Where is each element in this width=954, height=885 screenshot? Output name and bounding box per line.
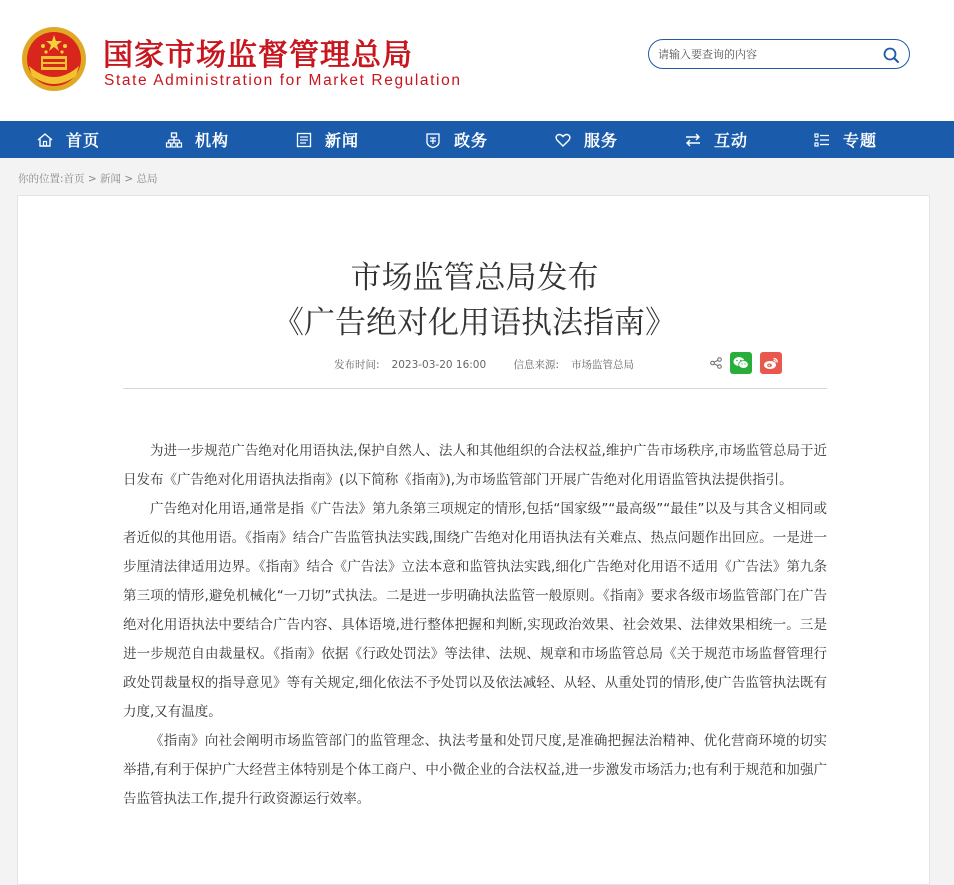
search-input[interactable] bbox=[658, 45, 868, 63]
article-title-line1: 市场监管总局发布 bbox=[350, 260, 599, 296]
source-value: 市场监管总局 bbox=[571, 359, 635, 371]
wechat-icon bbox=[733, 356, 749, 370]
article-body bbox=[123, 437, 827, 814]
nav-item-topics[interactable] bbox=[813, 121, 877, 158]
weibo-share-button[interactable] bbox=[760, 352, 782, 374]
news-icon bbox=[295, 131, 313, 149]
exchange-icon bbox=[684, 131, 702, 149]
site-header bbox=[0, 0, 954, 121]
breadcrumb-separator: > bbox=[84, 173, 101, 185]
site-title-en: State Administration for Market Regulation bbox=[104, 72, 462, 89]
national-emblem-icon bbox=[21, 26, 87, 92]
nav-item-news[interactable] bbox=[295, 121, 359, 158]
breadcrumb-link-headquarters[interactable]: 总局 bbox=[136, 173, 158, 185]
weibo-icon bbox=[763, 356, 779, 370]
publish-time: 2023-03-20 16:00 bbox=[391, 359, 487, 371]
source-label: 信息来源: bbox=[513, 359, 560, 371]
breadcrumb-link-news[interactable]: 新闻 bbox=[100, 173, 122, 185]
list-icon bbox=[813, 131, 831, 149]
article-meta bbox=[334, 357, 658, 372]
nav-item-government-affairs[interactable] bbox=[424, 121, 488, 158]
search-icon[interactable] bbox=[882, 46, 900, 64]
nav-label: 首页 bbox=[66, 131, 101, 150]
title-divider bbox=[123, 388, 827, 389]
article-paragraph: 为进一步规范广告绝对化用语执法,保护自然人、法人和其他组织的合法权益,维护广告市场秩序,市场监管总局于近日发布《广告绝对化用语执法指南》(以下简称《指南》),为市场监管部门开展广告绝对化用语监管执法提供指引。 bbox=[123, 443, 827, 488]
breadcrumb-prefix: 你的位置: bbox=[18, 173, 64, 185]
article-paragraph: 广告绝对化用语,通常是指《广告法》第九条第三项规定的情形,包括“国家级”“最高级”“最佳”以及与其含义相同或者近似的其他用语。《指南》结合广告监管执法实践,围绕广告绝对化用语执法有关难点、热点问题作出回应。一是进一步厘清法律适用边界。《指南》结合《广告法》立法本意和监管执法实践,细化广告绝对化用语不适用《广告法》第九条第三项的情形,避免机械化“一刀切”式执法。二是进一步明确执法监管一般原则。《指南》要求各级市场监管部门在广告绝对化用语执法中要结合广告内容、具体语境,进行整体把握和判断,实现政治效果、社会效果、法律效果相统一。三是进一步规范自由裁量权。《指南》依据《行政处罚法》等法律、法规、规章和市场监管总局《关于规范市场监督管理行政处罚裁量权的指导意见》等有关规定,细化依法不予处罚以及依法减轻、从轻、从重处罚的情形,使广告监管执法既有力度,又有温度。 bbox=[123, 501, 827, 720]
org-chart-icon bbox=[165, 131, 183, 149]
publish-label: 发布时间: bbox=[334, 359, 380, 371]
search-box bbox=[648, 39, 910, 69]
nav-label: 政务 bbox=[454, 131, 489, 150]
article-paragraph: 《指南》向社会阐明市场监管部门的监管理念、执法考量和处罚尺度,是准确把握法治精神、优化营商环境的切实举措,有利于保护广大经营主体特别是个体工商户、中小微企业的合法权益,进一步激发市场活力;也有利于规范和加强广告监管执法工作,提升行政资源运行效率。 bbox=[123, 733, 827, 807]
nav-label: 专题 bbox=[843, 131, 878, 150]
site-title-cn: 国家市场监督管理总局 bbox=[103, 38, 413, 73]
home-icon bbox=[36, 131, 54, 149]
wechat-share-button[interactable] bbox=[730, 352, 752, 374]
nav-label: 互动 bbox=[714, 131, 749, 150]
article-panel bbox=[17, 195, 930, 885]
nav-label: 机构 bbox=[195, 131, 230, 150]
nav-item-services[interactable] bbox=[554, 121, 618, 158]
share-bar bbox=[710, 352, 790, 374]
nav-label: 服务 bbox=[584, 131, 619, 150]
main-nav bbox=[0, 121, 954, 158]
heart-icon bbox=[554, 131, 572, 149]
nav-item-interaction[interactable] bbox=[684, 121, 748, 158]
breadcrumb-separator: > bbox=[121, 173, 137, 185]
share-icon[interactable] bbox=[710, 357, 722, 369]
article-title-line2: 《广告绝对化用语执法指南》 bbox=[273, 305, 676, 341]
nav-item-home[interactable] bbox=[36, 121, 100, 158]
breadcrumb bbox=[18, 171, 158, 186]
nav-label: 新闻 bbox=[325, 131, 360, 150]
breadcrumb-link-home[interactable]: 首页 bbox=[63, 173, 85, 185]
nav-item-organization[interactable] bbox=[165, 121, 229, 158]
government-icon bbox=[424, 131, 442, 149]
